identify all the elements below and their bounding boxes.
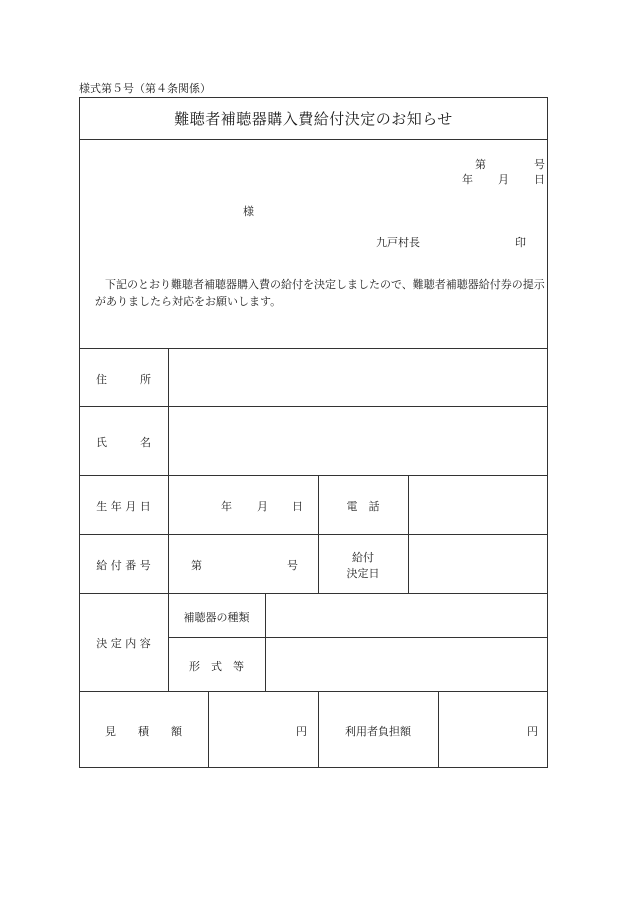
birth-tsuki: 月 — [257, 500, 268, 513]
grant-number-field[interactable] — [169, 535, 317, 592]
number-go: 号 — [534, 158, 545, 171]
address-label: 住 所 — [96, 373, 151, 386]
seal-mark: 印 — [515, 236, 526, 249]
user-burden-field[interactable] — [439, 692, 547, 767]
birth-date-field[interactable] — [169, 476, 317, 533]
estimate-yen: 円 — [296, 725, 307, 738]
birth-hi: 日 — [292, 500, 303, 513]
date-nen: 年 — [462, 173, 473, 186]
user-burden-label: 利用者負担額 — [345, 725, 411, 738]
user-burden-yen: 円 — [527, 725, 538, 738]
phone-label: 電 話 — [346, 500, 380, 513]
birth-date-label: 生 年 月 日 — [96, 500, 151, 513]
model-label: 形 式 等 — [189, 660, 244, 673]
name-field[interactable] — [169, 407, 547, 474]
issuer-name: 九戸村長 — [376, 236, 420, 249]
notice-text: 下記のとおり難聴者補聴器購入費の給付を決定しましたので、難聴者補聴器給付券の提示がありましたら対応をお願いします。 — [95, 278, 545, 308]
aid-type-label: 補聴器の種類 — [183, 611, 250, 624]
name-label: 氏 名 — [96, 436, 151, 449]
grant-date-label-line2: 決定日 — [346, 567, 380, 580]
number-dai: 第 — [475, 158, 486, 171]
birth-nen: 年 — [221, 500, 232, 513]
date-tsuki: 月 — [498, 173, 509, 186]
estimate-label: 見 積 額 — [105, 725, 182, 738]
date-hi: 日 — [534, 173, 545, 186]
grant-go: 号 — [287, 559, 298, 572]
addressee-sama: 様 — [243, 205, 254, 218]
decision-content-label: 決 定 内 容 — [96, 637, 151, 650]
address-field[interactable] — [169, 349, 547, 405]
model-field[interactable] — [266, 638, 547, 690]
title-divider — [79, 139, 548, 140]
document-title: 難聴者補聴器購入費給付決定のお知らせ — [174, 110, 453, 128]
grant-date-field[interactable] — [409, 535, 547, 592]
phone-field[interactable] — [409, 476, 547, 533]
estimate-field[interactable] — [209, 692, 317, 767]
form-number: 様式第５号（第４条関係） — [79, 82, 211, 95]
grant-date-label-line1: 給付 — [352, 551, 374, 564]
grant-dai: 第 — [191, 559, 202, 572]
grant-number-label: 給 付 番 号 — [96, 559, 151, 572]
aid-type-field[interactable] — [266, 594, 547, 636]
